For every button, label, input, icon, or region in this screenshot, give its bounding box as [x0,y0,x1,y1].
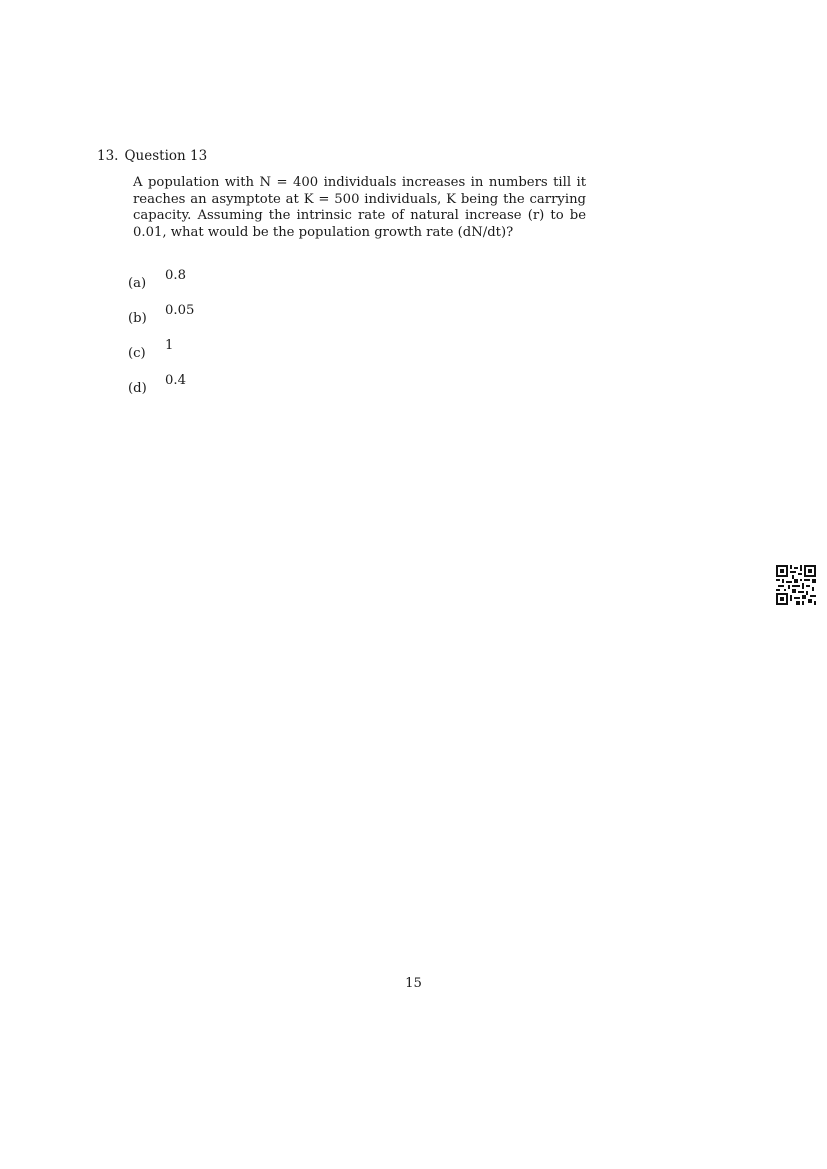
option-value: 0.05 [165,303,195,318]
question-number: 13. [97,148,119,164]
option-letter: (d) [128,381,147,396]
option-letter: (b) [128,311,147,326]
qr-code-icon [776,565,816,605]
option-value: 0.8 [165,268,186,283]
option-letter: (c) [128,346,146,361]
page-number: 15 [405,976,422,991]
option-value: 0.4 [165,373,186,388]
question-heading [97,148,207,164]
question-text: A population with N = 400 individuals increases in numbers till it reaches an asymptote at K = 500 individuals, K being the carrying capacity. Assuming the intrinsic rate of natural increase (r) to be 0.01, what would be the population growth rate (dN/dt)? [133,175,586,240]
option-value: 1 [165,338,174,353]
question-title: Question 13 [124,148,208,164]
option-letter: (a) [128,276,147,291]
